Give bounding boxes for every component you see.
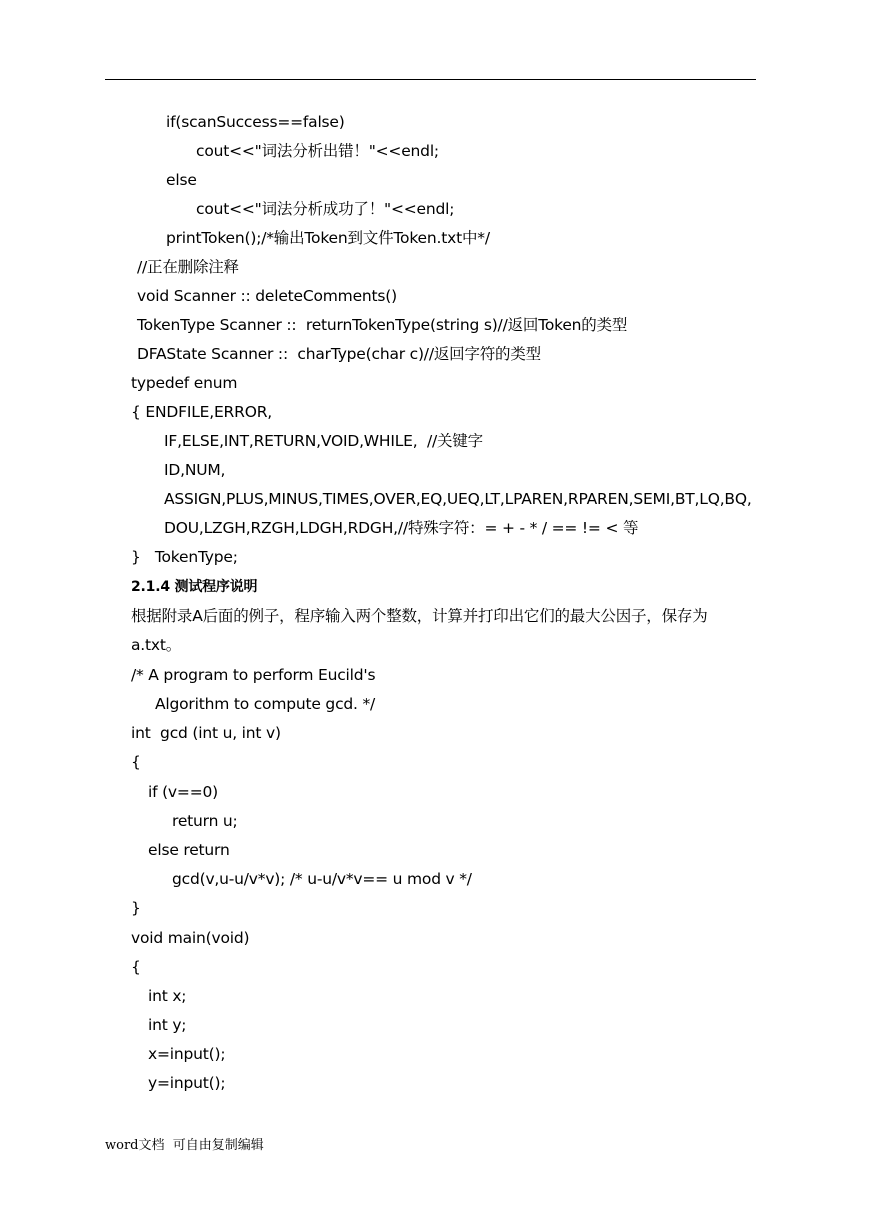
code-line-cout-success: cout<<"词法分析成功了！"<<endl; — [196, 200, 455, 218]
code-line-y-input: y=input(); — [148, 1074, 226, 1092]
code-line-enum-open: { ENDFILE,ERROR, — [131, 403, 272, 421]
section-heading: 2.1.4 测试程序说明 — [131, 579, 258, 595]
header-rule — [105, 79, 756, 80]
code-line-operators: ASSIGN,PLUS,MINUS,TIMES,OVER,EQ,UEQ,LT,LPAREN,RPAREN,SEMI,BT,LQ,BQ, — [164, 490, 752, 508]
paragraph-line-1: 根据附录A后面的例子，程序输入两个整数，计算并打印出它们的最大公因子，保存为 — [131, 607, 708, 625]
code-line-comment-delete: //正在删除注释 — [137, 258, 239, 276]
code-line-if-scan: if(scanSuccess==false) — [166, 113, 345, 131]
code-line-brace-close-1: } — [131, 899, 141, 917]
code-line-keywords: IF,ELSE,INT,RETURN,VOID,WHILE, //关键字 — [164, 432, 483, 450]
code-line-program-comment: /* A program to perform Eucild's — [131, 666, 376, 684]
code-line-main: void main(void) — [131, 929, 250, 947]
code-line-print-token: printToken();/*输出Token到文件Token.txt中*/ — [166, 229, 490, 247]
code-line-brace-open-1: { — [131, 753, 141, 771]
code-line-special-chars: DOU,LZGH,RZGH,LDGH,RDGH,//特殊字符：= + - * / == != < 等 — [164, 519, 639, 537]
code-line-int-y: int y; — [148, 1016, 187, 1034]
code-line-brace-open-2: { — [131, 958, 141, 976]
code-line-return-u: return u; — [172, 812, 238, 830]
code-line-if-v: if (v==0) — [148, 783, 218, 801]
code-line-char-type: DFAState Scanner :: charType(char c)//返回字符的类型 — [137, 345, 541, 363]
code-line-gcd-recursive: gcd(v,u-u/v*v); /* u-u/v*v== u mod v */ — [172, 870, 472, 888]
code-line-return-token-type: TokenType Scanner :: returnTokenType(string s)//返回Token的类型 — [137, 316, 628, 334]
paragraph-line-2: a.txt。 — [131, 636, 182, 654]
code-line-delete-comments: void Scanner :: deleteComments() — [137, 287, 397, 305]
code-line-else: else — [166, 171, 197, 189]
code-line-algorithm-comment: Algorithm to compute gcd. */ — [155, 695, 376, 713]
code-line-enum-close: } TokenType; — [131, 548, 238, 566]
page-footer: word文档 可自由复制编辑 — [105, 1138, 264, 1153]
code-line-int-x: int x; — [148, 987, 187, 1005]
code-line-typedef: typedef enum — [131, 374, 238, 392]
code-line-id-num: ID,NUM, — [164, 461, 226, 479]
code-line-x-input: x=input(); — [148, 1045, 226, 1063]
code-line-else-return: else return — [148, 841, 230, 859]
code-line-gcd-signature: int gcd (int u, int v) — [131, 724, 281, 742]
code-line-cout-error: cout<<"词法分析出错！"<<endl; — [196, 142, 439, 160]
